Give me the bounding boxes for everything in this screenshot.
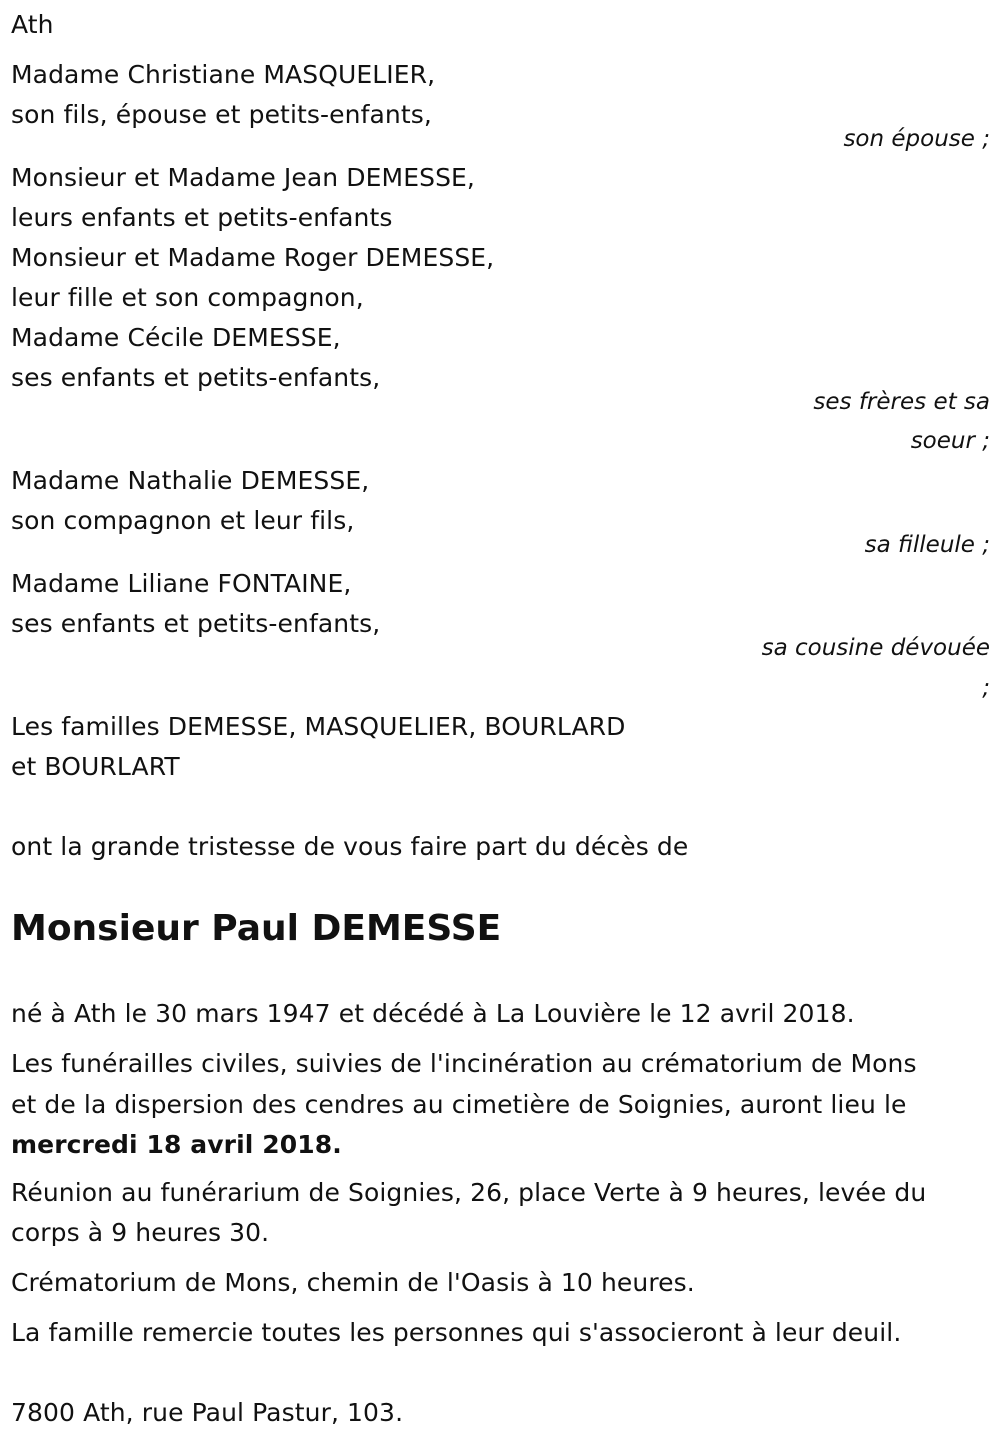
sibling-line: leurs enfants et petits-enfants: [11, 203, 393, 232]
sibling-line: Monsieur et Madame Jean DEMESSE,: [11, 163, 475, 192]
siblings-relation-line1: ses frères et sa: [813, 389, 990, 415]
sibling-line: Monsieur et Madame Roger DEMESSE,: [11, 243, 495, 272]
announcement-text: ont la grande tristesse de vous faire part du décès de: [11, 832, 689, 861]
sibling-line: leur fille et son compagnon,: [11, 283, 364, 312]
funeral-line2: et de la dispersion des cendres au cimetière de Soignies, auront lieu le: [11, 1090, 907, 1119]
thanks-text: La famille remercie toutes les personnes qui s'associeront à leur deuil.: [11, 1318, 902, 1347]
spouse-family: son fils, épouse et petits-enfants,: [11, 100, 432, 129]
cousin-name: Madame Liliane FONTAINE,: [11, 569, 352, 598]
goddaughter-name: Madame Nathalie DEMESSE,: [11, 466, 370, 495]
families-line2: et BOURLART: [11, 752, 180, 781]
spouse-name: Madame Christiane MASQUELIER,: [11, 60, 436, 89]
goddaughter-family: son compagnon et leur fils,: [11, 506, 355, 535]
funeral-date: mercredi 18 avril 2018.: [11, 1130, 342, 1159]
families-line1: Les familles DEMESSE, MASQUELIER, BOURLARD: [11, 712, 626, 741]
cousin-relation-line2: ;: [982, 675, 990, 701]
meeting-line1: Réunion au funérarium de Soignies, 26, place Verte à 9 heures, levée du: [11, 1178, 927, 1207]
birth-death-text: né à Ath le 30 mars 1947 et décédé à La Louvière le 12 avril 2018.: [11, 999, 855, 1028]
spouse-relation: son épouse ;: [843, 126, 990, 152]
crematorium-text: Crématorium de Mons, chemin de l'Oasis à 10 heures.: [11, 1268, 695, 1297]
deceased-name: Monsieur Paul DEMESSE: [11, 908, 502, 949]
sibling-line: ses enfants et petits-enfants,: [11, 363, 381, 392]
meeting-line2: corps à 9 heures 30.: [11, 1218, 270, 1247]
cousin-relation-line1: sa cousine dévouée: [761, 635, 990, 661]
sibling-line: Madame Cécile DEMESSE,: [11, 323, 341, 352]
goddaughter-relation: sa filleule ;: [864, 532, 990, 558]
address-text: 7800 Ath, rue Paul Pastur, 103.: [11, 1398, 404, 1427]
siblings-relation-line2: soeur ;: [910, 428, 990, 454]
cousin-family: ses enfants et petits-enfants,: [11, 609, 381, 638]
place-heading: Ath: [11, 10, 54, 39]
funeral-line1: Les funérailles civiles, suivies de l'incinération au crématorium de Mons: [11, 1049, 917, 1078]
